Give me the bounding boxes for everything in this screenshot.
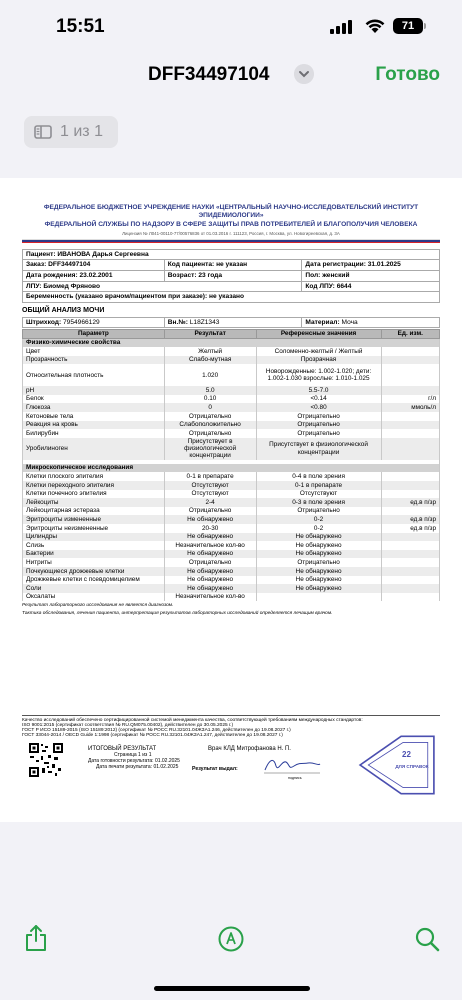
table-row — [23, 386, 440, 395]
vn-value: L18Z1343 — [189, 318, 220, 326]
issued-by-label: Результат выдал: — [192, 766, 238, 772]
result-cell: 2-4 — [164, 498, 256, 507]
reference-cell: Прозрачная — [256, 356, 381, 365]
signature-mark — [262, 754, 322, 776]
unit-cell — [381, 364, 439, 386]
unit-cell — [381, 567, 439, 576]
done-button[interactable]: Готово — [375, 64, 440, 85]
parameter-cell: Почкующиеся дрожжевые клетки — [23, 567, 165, 576]
result-cell: Незначительное кол-во — [164, 541, 256, 550]
unit-cell — [381, 490, 439, 499]
result-cell: Не обнаружено — [164, 515, 256, 524]
table-row — [23, 584, 440, 593]
unit-cell — [381, 541, 439, 550]
table-row — [23, 550, 440, 559]
parameter-cell: Уробилиноген — [23, 438, 165, 460]
result-cell: 0 — [164, 403, 256, 412]
parameter-cell: Эритроциты неизмененные — [23, 524, 165, 533]
parameter-cell: Клетки почечного эпителия — [23, 490, 165, 499]
lpu-name: ЛПУ: Биомед Фряново — [23, 281, 302, 292]
parameter-cell: Дрожжевые клетки с псевдомицелием — [23, 576, 165, 585]
battery-tip — [424, 23, 426, 29]
parameter-cell: Цилиндры — [23, 533, 165, 542]
table-row — [23, 429, 440, 438]
result-cell: Не обнаружено — [164, 550, 256, 559]
unit-cell: ммоль/л — [381, 403, 439, 412]
barcode-label: Штрихкод: — [26, 318, 62, 326]
result-cell: Присутствует в физиологической концентрации — [164, 438, 256, 460]
registration-date: Дата регистрации: 31.01.2025 — [302, 260, 440, 271]
parameter-cell: Билирубин — [23, 429, 165, 438]
unit-cell — [381, 429, 439, 438]
final-result-label: ИТОГОВЫЙ РЕЗУЛЬТАТ — [88, 746, 157, 752]
reference-cell: <0.80 — [256, 403, 381, 412]
patient-sex: Пол: женский — [302, 270, 440, 281]
table-row — [23, 356, 440, 365]
result-cell: 1.020 — [164, 364, 256, 386]
table-row — [23, 576, 440, 585]
parameter-cell: Лейкоциты — [23, 498, 165, 507]
column-header: Референсные значения — [256, 330, 381, 339]
parameter-cell: Соли — [23, 584, 165, 593]
wifi-icon — [364, 18, 386, 34]
lpu-code: Код ЛПУ: 6644 — [302, 281, 440, 292]
table-row — [23, 567, 440, 576]
parameter-cell: Глюкоза — [23, 403, 165, 412]
markup-icon[interactable] — [218, 926, 244, 952]
doctor-name: Врач КЛД Митрофанова Н. П. — [208, 746, 291, 752]
reference-cell: Не обнаружено — [256, 550, 381, 559]
unit-cell — [381, 438, 439, 460]
result-cell: Не обнаружено — [164, 584, 256, 593]
table-row — [23, 558, 440, 567]
search-icon[interactable] — [414, 926, 440, 952]
reference-cell: Отрицательно — [256, 412, 381, 421]
group-title: Физико-химические свойства — [23, 338, 440, 347]
table-row — [23, 421, 440, 430]
sample-info-table — [22, 317, 440, 329]
unit-cell — [381, 593, 439, 602]
status-time: 15:51 — [56, 16, 105, 37]
unit-cell — [381, 550, 439, 559]
unit-cell — [381, 481, 439, 490]
group-microscopy — [23, 464, 440, 473]
barcode-value: 7954966129 — [62, 318, 100, 326]
flag-stripe — [22, 239, 440, 243]
unit-cell — [381, 507, 439, 516]
status-bar — [0, 0, 462, 54]
reference-cell: Присутствует в физиологической концентрации — [256, 438, 381, 460]
unit-cell: ед.в п/зр — [381, 498, 439, 507]
page-indicator-label: 1 из 1 — [60, 123, 103, 140]
unit-cell — [381, 576, 439, 585]
unit-cell: г/л — [381, 395, 439, 404]
reference-cell: 0-2 — [256, 515, 381, 524]
document-page — [0, 178, 462, 822]
result-cell: 5.0 — [164, 386, 256, 395]
parameter-cell: pH — [23, 386, 165, 395]
result-cell: Отсутствуют — [164, 481, 256, 490]
lab-report — [22, 204, 440, 616]
result-cell: Незначительное кол-во — [164, 593, 256, 602]
navigation-bar — [0, 56, 462, 96]
unit-cell — [381, 356, 439, 365]
note-tactics: Тактика обследования, лечения пациента, интерпретация результатов лабораторных исследований определяется лечащим врачом. — [22, 610, 333, 616]
org-line-1: ФЕДЕРАЛЬНОЕ БЮДЖЕТНОЕ УЧРЕЖДЕНИЕ НАУКИ «ЦЕНТРАЛЬНЫЙ НАУЧНО-ИССЛЕДОВАТЕЛЬСКИЙ ИНСТИТУТ ЭПИДЕМИОЛОГИИ» — [43, 204, 419, 219]
parameter-cell: Слизь — [23, 541, 165, 550]
table-row — [23, 533, 440, 542]
material-value: Моча — [341, 318, 358, 326]
results-header-row — [23, 330, 440, 339]
reference-cell: 0-1 в препарате — [256, 481, 381, 490]
chevron-down-icon[interactable] — [294, 64, 314, 84]
license-line: Лицензия № Л041-00110-77/00576836 от 01.03.2016 г. 111123, Россия, г. Москва, ул. Новогиреевская, д. 3А — [122, 230, 340, 236]
parameter-cell: Эритроциты измененные — [23, 515, 165, 524]
result-cell: Отрицательно — [164, 429, 256, 438]
analysis-title: ОБЩИЙ АНАЛИЗ МОЧИ — [22, 306, 105, 314]
reference-cell: Не обнаружено — [256, 576, 381, 585]
table-row — [23, 412, 440, 421]
parameter-cell: Клетки переходного эпителия — [23, 481, 165, 490]
result-cell: Слабо-мутная — [164, 356, 256, 365]
parameter-cell: Относительная плотность — [23, 364, 165, 386]
parameter-cell: Клетки плоского эпителия — [23, 472, 165, 481]
table-row — [23, 490, 440, 499]
bottom-toolbar — [0, 920, 462, 960]
column-header: Результат — [164, 330, 256, 339]
stamp-number: 22 — [402, 750, 411, 759]
reference-cell: 0-4 в поле зрения — [256, 472, 381, 481]
result-cell: Не обнаружено — [164, 533, 256, 542]
result-cell: Отрицательно — [164, 507, 256, 516]
reference-cell: 0-3 в поле зрения — [256, 498, 381, 507]
print-date: Дата печати результата: 01.02.2025 — [96, 764, 179, 770]
parameter-cell: Прозрачность — [23, 356, 165, 365]
table-row — [23, 347, 440, 356]
result-cell: 20-30 — [164, 524, 256, 533]
stamp-text: ДЛЯ СПРАВОК — [395, 764, 429, 769]
table-row — [23, 364, 440, 386]
unit-cell: ед.в п/зр — [381, 515, 439, 524]
material-label: Материал: — [305, 318, 340, 326]
birth-date: Дата рождения: 23.02.2001 — [23, 270, 165, 281]
table-row — [23, 541, 440, 550]
table-row — [23, 593, 440, 602]
reference-cell: Отрицательно — [256, 507, 381, 516]
parameter-cell: Белок — [23, 395, 165, 404]
note-diagnosis: Результат лабораторного исследования не является диагнозом. — [22, 603, 174, 609]
battery-icon: 71 — [393, 18, 423, 34]
reference-cell: Соломенно-желтый / Желтый — [256, 347, 381, 356]
order-number: Заказ: DFF34497104 — [23, 260, 165, 271]
column-header: Параметр — [23, 330, 165, 339]
patient-code: Код пациента: не указан — [164, 260, 302, 271]
quality-line-3: ГОСТ Р ИСО 15189-2015 (ISO 15189:2012) (сертификат № РОСС RU.32101.04ЖЗА1.246, действителен до 19.08.2027 г.) — [22, 728, 291, 733]
parameter-cell: Лейкоцитарная эстераза — [23, 507, 165, 516]
table-row — [23, 403, 440, 412]
unit-cell — [381, 584, 439, 593]
reference-cell: Отсутствуют — [256, 490, 381, 499]
reference-cell: Отрицательно — [256, 421, 381, 430]
table-row — [23, 524, 440, 533]
pregnancy-status: Беременность (указано врачом/пациентом при заказе): не указано — [23, 292, 440, 303]
result-cell: Отрицательно — [164, 558, 256, 567]
cellular-signal-icon — [330, 20, 354, 34]
parameter-cell: Цвет — [23, 347, 165, 356]
result-cell: 0-1 в препарате — [164, 472, 256, 481]
vn-label: Вн.№: — [167, 318, 188, 326]
signature-caption: подпись — [288, 776, 302, 780]
footer-divider — [22, 715, 440, 716]
reference-cell: 5.5-7.0 — [256, 386, 381, 395]
reference-cell: Не обнаружено — [256, 584, 381, 593]
table-row — [23, 515, 440, 524]
result-cell: Желтый — [164, 347, 256, 356]
unit-cell — [381, 386, 439, 395]
table-row — [23, 498, 440, 507]
reference-cell — [256, 593, 381, 602]
result-cell: 0.10 — [164, 395, 256, 404]
table-row — [23, 481, 440, 490]
table-row — [23, 438, 440, 460]
patient-age: Возраст: 23 года — [164, 270, 302, 281]
reference-cell: 0-2 — [256, 524, 381, 533]
reference-cell: <0.14 — [256, 395, 381, 404]
ready-date: Дата готовности результата: 01.02.2025 — [88, 758, 180, 764]
table-row — [23, 472, 440, 481]
reference-cell: Отрицательно — [256, 429, 381, 438]
result-cell: Не обнаружено — [164, 576, 256, 585]
parameter-cell: Реакция на кровь — [23, 421, 165, 430]
unit-cell — [381, 472, 439, 481]
patient-info-table — [22, 249, 440, 303]
quality-line-4: ГОСТ 33044-2014 / OECD Guide 1:1998 (сертификат № РОСС RU.32101.04ЖЗА1.247, действителен до 19.08.2027 г.) — [22, 733, 283, 738]
result-cell: Слабоположительно — [164, 421, 256, 430]
unit-cell — [381, 533, 439, 542]
result-cell: Отсутствуют — [164, 490, 256, 499]
group-physchem — [23, 338, 440, 347]
unit-cell — [381, 412, 439, 421]
home-indicator — [154, 986, 310, 991]
sidebar-icon — [34, 125, 52, 139]
reference-cell: Новорожденные: 1.002-1.020; дети: 1.002-1.030 взрослые: 1.010-1.025 — [256, 364, 381, 386]
qr-code-icon — [28, 742, 64, 778]
reference-cell: Не обнаружено — [256, 533, 381, 542]
document-title[interactable]: DFF34497104 — [148, 64, 270, 85]
unit-cell — [381, 421, 439, 430]
unit-cell: ед.в п/зр — [381, 524, 439, 533]
org-line-2: ФЕДЕРАЛЬНОЙ СЛУЖБЫ ПО НАДЗОРУ В СФЕРЕ ЗАЩИТЫ ПРАВ ПОТРЕБИТЕЛЕЙ И БЛАГОПОЛУЧИЯ ЧЕЛОВЕКА — [44, 221, 418, 229]
page-number: Страница 1 из 1 — [114, 752, 152, 758]
column-header: Ед. изм. — [381, 330, 439, 339]
parameter-cell: Оксалаты — [23, 593, 165, 602]
parameter-cell: Нитриты — [23, 558, 165, 567]
unit-cell — [381, 558, 439, 567]
reference-cell: Отрицательно — [256, 558, 381, 567]
table-row — [23, 507, 440, 516]
page-indicator[interactable] — [24, 116, 118, 148]
result-cell: Не обнаружено — [164, 567, 256, 576]
group-title: Микроскопическое исследования — [23, 464, 440, 473]
report-footer — [22, 712, 440, 780]
result-cell: Отрицательно — [164, 412, 256, 421]
reference-cell: Не обнаружено — [256, 567, 381, 576]
share-icon[interactable] — [24, 924, 48, 952]
parameter-cell: Бактерии — [23, 550, 165, 559]
quality-line-1: Качество исследований обеспечено сертифицированной системой менеджмента качества, соответствующей требованиям международных стандартов: — [22, 718, 363, 723]
reference-cell: Не обнаружено — [256, 541, 381, 550]
table-row — [23, 395, 440, 404]
quality-line-2: ISO 9001:2015 (сертификат соответствия № RU.QM075.00402), действителен до 30.05.2025 г.) — [22, 723, 234, 728]
patient-name: Пациент: ИВАНОВА Дарья Сергеевна — [23, 249, 440, 260]
results-table — [22, 329, 440, 601]
parameter-cell: Кетоновые тела — [23, 412, 165, 421]
unit-cell — [381, 347, 439, 356]
